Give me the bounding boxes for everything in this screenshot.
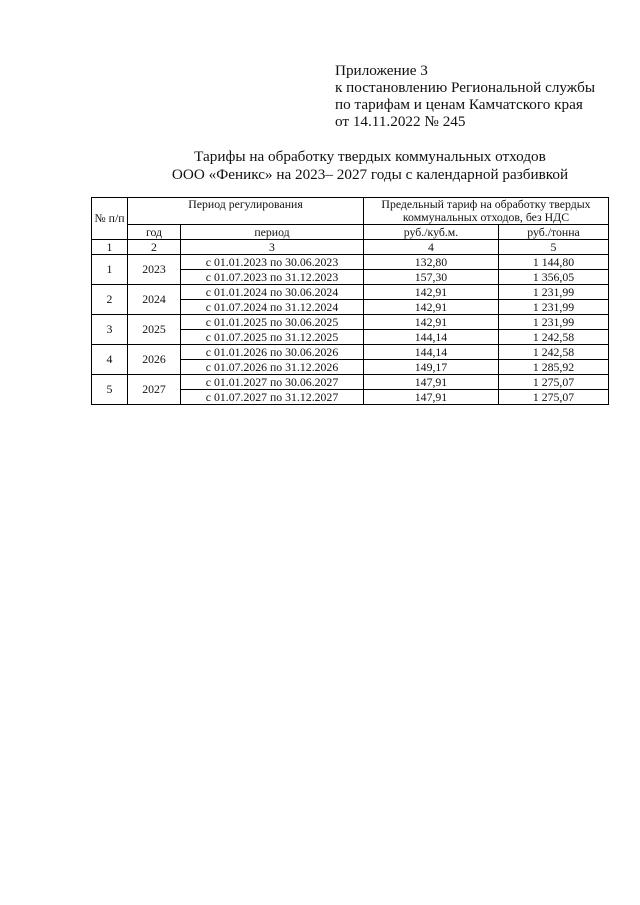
table-row [92, 285, 609, 300]
header-rub-t: руб./тонна [499, 225, 609, 240]
row-tariff-m3: 144,14 [364, 330, 499, 345]
row-number: 1 [92, 255, 128, 285]
appendix-reference: к постановлению Региональной службы [335, 79, 596, 96]
col-number: 3 [181, 240, 364, 255]
row-tariff-m3: 157,30 [364, 270, 499, 285]
appendix-authority: по тарифам и ценам Камчатского края [335, 96, 583, 113]
document-title [90, 148, 640, 183]
header-num: № п/п [92, 198, 128, 240]
row-number: 3 [92, 315, 128, 345]
row-period: с 01.07.2027 по 31.12.2027 [181, 390, 364, 405]
row-tariff-t: 1 275,07 [499, 390, 609, 405]
header-year: год [128, 225, 181, 240]
appendix-date: от 14.11.2022 № 245 [335, 113, 466, 130]
row-tariff-m3: 142,91 [364, 300, 499, 315]
header-period: период [181, 225, 364, 240]
row-tariff-t: 1 242,58 [499, 345, 609, 360]
row-period: с 01.07.2026 по 31.12.2026 [181, 360, 364, 375]
row-tariff-t: 1 231,99 [499, 300, 609, 315]
row-number: 5 [92, 375, 128, 405]
row-number: 2 [92, 285, 128, 315]
row-tariff-t: 1 285,92 [499, 360, 609, 375]
row-period: с 01.01.2025 по 30.06.2025 [181, 315, 364, 330]
row-period: с 01.01.2023 по 30.06.2023 [181, 255, 364, 270]
header-tariff-group: Предельный тариф на обработку твердых коммунальных отходов, без НДС [364, 198, 609, 225]
table-row [92, 255, 609, 270]
row-tariff-m3: 147,91 [364, 390, 499, 405]
row-tariff-t: 1 231,99 [499, 285, 609, 300]
row-tariff-m3: 142,91 [364, 315, 499, 330]
row-tariff-m3: 147,91 [364, 375, 499, 390]
row-period: с 01.07.2025 по 31.12.2025 [181, 330, 364, 345]
row-tariff-t: 1 144,80 [499, 255, 609, 270]
row-year: 2023 [128, 255, 181, 285]
row-period: с 01.07.2023 по 31.12.2023 [181, 270, 364, 285]
row-tariff-t: 1 242,58 [499, 330, 609, 345]
tariff-table [91, 197, 609, 405]
row-period: с 01.01.2026 по 30.06.2026 [181, 345, 364, 360]
row-tariff-t: 1 356,05 [499, 270, 609, 285]
table-row [92, 315, 609, 330]
col-number: 1 [92, 240, 128, 255]
row-tariff-t: 1 231,99 [499, 315, 609, 330]
column-numbers-row [92, 240, 609, 255]
title-line-1: Тарифы на обработку твердых коммунальных отходов [194, 148, 546, 165]
row-period: с 01.01.2024 по 30.06.2024 [181, 285, 364, 300]
row-tariff-t: 1 275,07 [499, 375, 609, 390]
appendix-header [335, 62, 595, 130]
appendix-number: Приложение 3 [335, 62, 428, 79]
row-tariff-m3: 142,91 [364, 285, 499, 300]
table-subheader-row [92, 225, 609, 240]
row-tariff-m3: 144,14 [364, 345, 499, 360]
row-year: 2027 [128, 375, 181, 405]
row-tariff-m3: 132,80 [364, 255, 499, 270]
col-number: 5 [499, 240, 609, 255]
table-header-row [92, 198, 609, 225]
row-period: с 01.07.2024 по 31.12.2024 [181, 300, 364, 315]
title-line-2: ООО «Феникс» на 2023– 2027 годы с календарной разбивкой [171, 165, 569, 183]
row-tariff-m3: 149,17 [364, 360, 499, 375]
row-year: 2025 [128, 315, 181, 345]
header-rub-m3: руб./куб.м. [364, 225, 499, 240]
col-number: 2 [128, 240, 181, 255]
col-number: 4 [364, 240, 499, 255]
table-row [92, 375, 609, 390]
row-year: 2026 [128, 345, 181, 375]
table-row [92, 345, 609, 360]
header-period-group: Период регулирования [128, 198, 364, 225]
row-number: 4 [92, 345, 128, 375]
row-period: с 01.01.2027 по 30.06.2027 [181, 375, 364, 390]
row-year: 2024 [128, 285, 181, 315]
